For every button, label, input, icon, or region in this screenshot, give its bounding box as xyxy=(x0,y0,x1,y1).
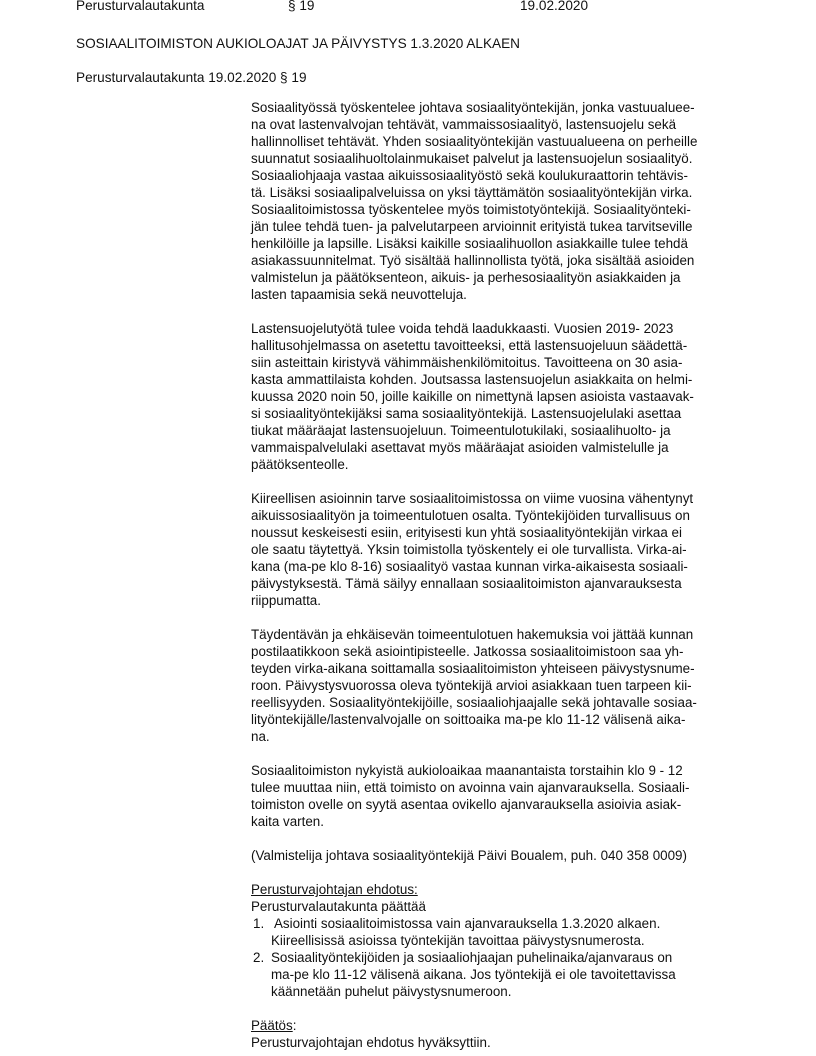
paragraph-line: jän tulee tehdä tuen- ja palvelutarpeen arvioinnit erityistä tukea tarvitseville xyxy=(251,219,693,234)
paragraph-line: noussut keskeisesti esiin, erityisesti kun yhtä sosiaalityöntekijän virkaa ei xyxy=(251,525,682,540)
paragraph-line: teyden virka-aikana soittamalla sosiaalitoimiston yhteiseen päivystysnume- xyxy=(251,661,695,676)
body-paragraph xyxy=(251,99,751,303)
paragraph-line: tä. Lisäksi sosiaalipalveluissa on yksi täyttämätön sosiaalityöntekijän virka. xyxy=(251,185,693,200)
paragraph-line: lasten tapaamisia sekä neuvotteluja. xyxy=(251,287,467,302)
decision-section xyxy=(251,1017,751,1051)
paragraph-line: päätöksenteolle. xyxy=(251,457,349,472)
paragraph-line: hallinnolliset tehtävät. Yhden sosiaalityöntekijän vastuualueena on perheille xyxy=(251,134,698,149)
paragraph-line: Sosiaalityössä työskentelee johtava sosiaalityöntekijän, jonka vastuualuee- xyxy=(251,100,695,115)
paragraph-line: reellisyyden. Sosiaalityöntekijöille, sosiaaliohjaajalle sekä johtavalle sosiaa- xyxy=(251,695,697,710)
header-committee: Perusturvalautakunta xyxy=(76,0,205,13)
paragraph-line: henkilöille ja lapsille. Lisäksi kaikille sosiaalihuollon asiakkaille tulee tehdä xyxy=(251,236,688,251)
document-body xyxy=(251,99,751,1051)
paragraph-line: (Valmistelija johtava sosiaalityöntekijä Päivi Boualem, puh. 040 358 0009) xyxy=(251,848,687,863)
paragraph-line: ole saatu täytettyä. Yksin toimistolla työskentely ei ole turvallista. Virka-ai- xyxy=(251,542,687,557)
paragraph-line: Täydentävän ja ehkäisevän toimeentulotuen hakemuksia voi jättää kunnan xyxy=(251,627,694,642)
paragraph-line: suunnatut sosiaalihuoltolainmukaiset palvelut ja lastensuojelun sosiaalityö. xyxy=(251,151,693,166)
proposal-item-number: 1. xyxy=(253,916,265,931)
paragraph-line: kuussa 2020 noin 50, joille kaikille on nimettynä lapsen asioista vastaavak- xyxy=(251,389,694,404)
decision-heading: Päätös xyxy=(251,1018,293,1033)
paragraph-line: postilaatikkoon sekä asiointipisteelle. Jatkossa sosiaalitoimistoon saa yh- xyxy=(251,644,684,659)
proposal-heading: Perusturvajohtajan ehdotus: xyxy=(251,882,418,897)
proposal-item xyxy=(251,915,751,949)
paragraph-line: Kiireellisen asioinnin tarve sosiaalitoimistossa on viime vuosina vähentynyt xyxy=(251,491,694,506)
paragraph-line: toimiston ovelle on syytä asentaa ovikello ajanvarauksella asioivia asiak- xyxy=(251,797,682,812)
paragraph-line: kaita varten. xyxy=(251,814,324,829)
proposal-item-number: 2. xyxy=(253,950,265,965)
body-paragraph xyxy=(251,847,751,864)
paragraph-line: siin asteittain kiristyvä vähimmäishenkilömitoitus. Tavoitteena on 30 asia- xyxy=(251,355,683,370)
proposal-item-line: käännetään puhelut päivystysnumeroon. xyxy=(271,984,512,999)
decision-heading-line xyxy=(251,1017,751,1034)
paragraph-line: lityöntekijälle/lastenvalvojalle on soittoaika ma-pe klo 11-12 välisenä aika- xyxy=(251,712,686,727)
paragraph-line: riippumatta. xyxy=(251,593,321,608)
body-paragraph xyxy=(251,762,751,830)
paragraph-line: kana (ma-pe klo 8-16) sosiaalityö vastaa kunnan virka-aikaisesta sosiaali- xyxy=(251,559,688,574)
body-paragraph xyxy=(251,320,751,473)
page-header xyxy=(0,0,816,17)
paragraph-line: valmistelun ja päätöksenteon, aikuis- ja perhesosiaalityön asiakkaiden ja xyxy=(251,270,681,285)
paragraph-line: na ovat lastenvalvojan tehtävät, vammaissosiaalityö, lastensuojelu sekä xyxy=(251,117,677,132)
paragraph-line: tulee muuttaa niin, että toimisto on avoinna vain ajanvarauksella. Sosiaali- xyxy=(251,780,690,795)
proposal-item-line: Sosiaalityöntekijöiden ja sosiaaliohjaajan puhelinaika/ajanvaraus on xyxy=(271,950,673,965)
paragraph-line: asiakassuunnitelmat. Työ sisältää hallinnollista työtä, joka sisältää asioiden xyxy=(251,253,695,268)
paragraph-line: roon. Päivystysvuorossa oleva työntekijä arvioi asiakkaan tuen tarpeen kii- xyxy=(251,678,692,693)
document-title: SOSIAALITOIMISTON AUKIOLOAJAT JA PÄIVYSTYS 1.3.2020 ALKAEN xyxy=(76,36,520,51)
paragraph-line: hallitusohjelmassa on asetettu tavoitteeksi, että lastensuojeluun säädettä- xyxy=(251,338,688,353)
proposal-item-line: ma-pe klo 11-12 välisenä aikana. Jos työntekijä ei ole tavoitettavissa xyxy=(271,967,676,982)
paragraph-line: Sosiaaliohjaaja vastaa aikuissosiaalityöstö sekä koulukuraattorin tehtävis- xyxy=(251,168,688,183)
header-section: § 19 xyxy=(288,0,315,13)
decision-heading-colon: : xyxy=(292,1018,297,1033)
paragraph-line: vammaispalvelulaki asettavat myös määräajat asioiden valmistelulle ja xyxy=(251,440,669,455)
paragraph-line: tiukat määräajat lastensuojeluun. Toimeentulotukilaki, sosiaalihuolto- ja xyxy=(251,423,671,438)
proposal-item xyxy=(251,949,751,1000)
header-date: 19.02.2020 xyxy=(520,0,589,13)
decision-text: Perusturvajohtajan ehdotus hyväksyttiin. xyxy=(251,1035,491,1050)
paragraph-line: Sosiaalitoimiston nykyistä aukioloaikaa maanantaista torstaihin klo 9 - 12 xyxy=(251,763,683,778)
meeting-reference: Perusturvalautakunta 19.02.2020 § 19 xyxy=(76,70,307,85)
body-paragraph xyxy=(251,626,751,745)
paragraph-line: kasta ammattilaista kohden. Joutsassa lastensuojelun asiakkaita on helmi- xyxy=(251,372,693,387)
proposal-list xyxy=(251,915,751,1000)
paragraph-line: na. xyxy=(251,729,270,744)
paragraph-line: päivystyksestä. Tämä säilyy ennallaan sosiaalitoimiston ajanvarauksesta xyxy=(251,576,682,591)
paragraph-line: si sosiaalityöntekijäksi sama sosiaalityöntekijä. Lastensuojelulaki asettaa xyxy=(251,406,682,421)
paragraph-line: Sosiaalitoimistossa työskentelee myös toimistotyöntekijä. Sosiaalityönteki- xyxy=(251,202,691,217)
proposal-section xyxy=(251,881,751,1000)
proposal-intro: Perusturvalautakunta päättää xyxy=(251,899,426,914)
body-paragraph xyxy=(251,490,751,609)
body-paragraphs xyxy=(251,99,751,864)
paragraph-line: Lastensuojelutyötä tulee voida tehdä laadukkaasti. Vuosien 2019- 2023 xyxy=(251,321,674,336)
proposal-item-line: Asiointi sosiaalitoimistossa vain ajanvarauksella 1.3.2020 alkaen. xyxy=(271,916,661,931)
paragraph-line: aikuissosiaalityön ja toimeentulotuen osalta. Työntekijöiden turvallisuus on xyxy=(251,508,690,523)
proposal-item-line: Kiireellisissä asioissa työntekijän tavoittaa päivystysnumerosta. xyxy=(271,933,645,948)
